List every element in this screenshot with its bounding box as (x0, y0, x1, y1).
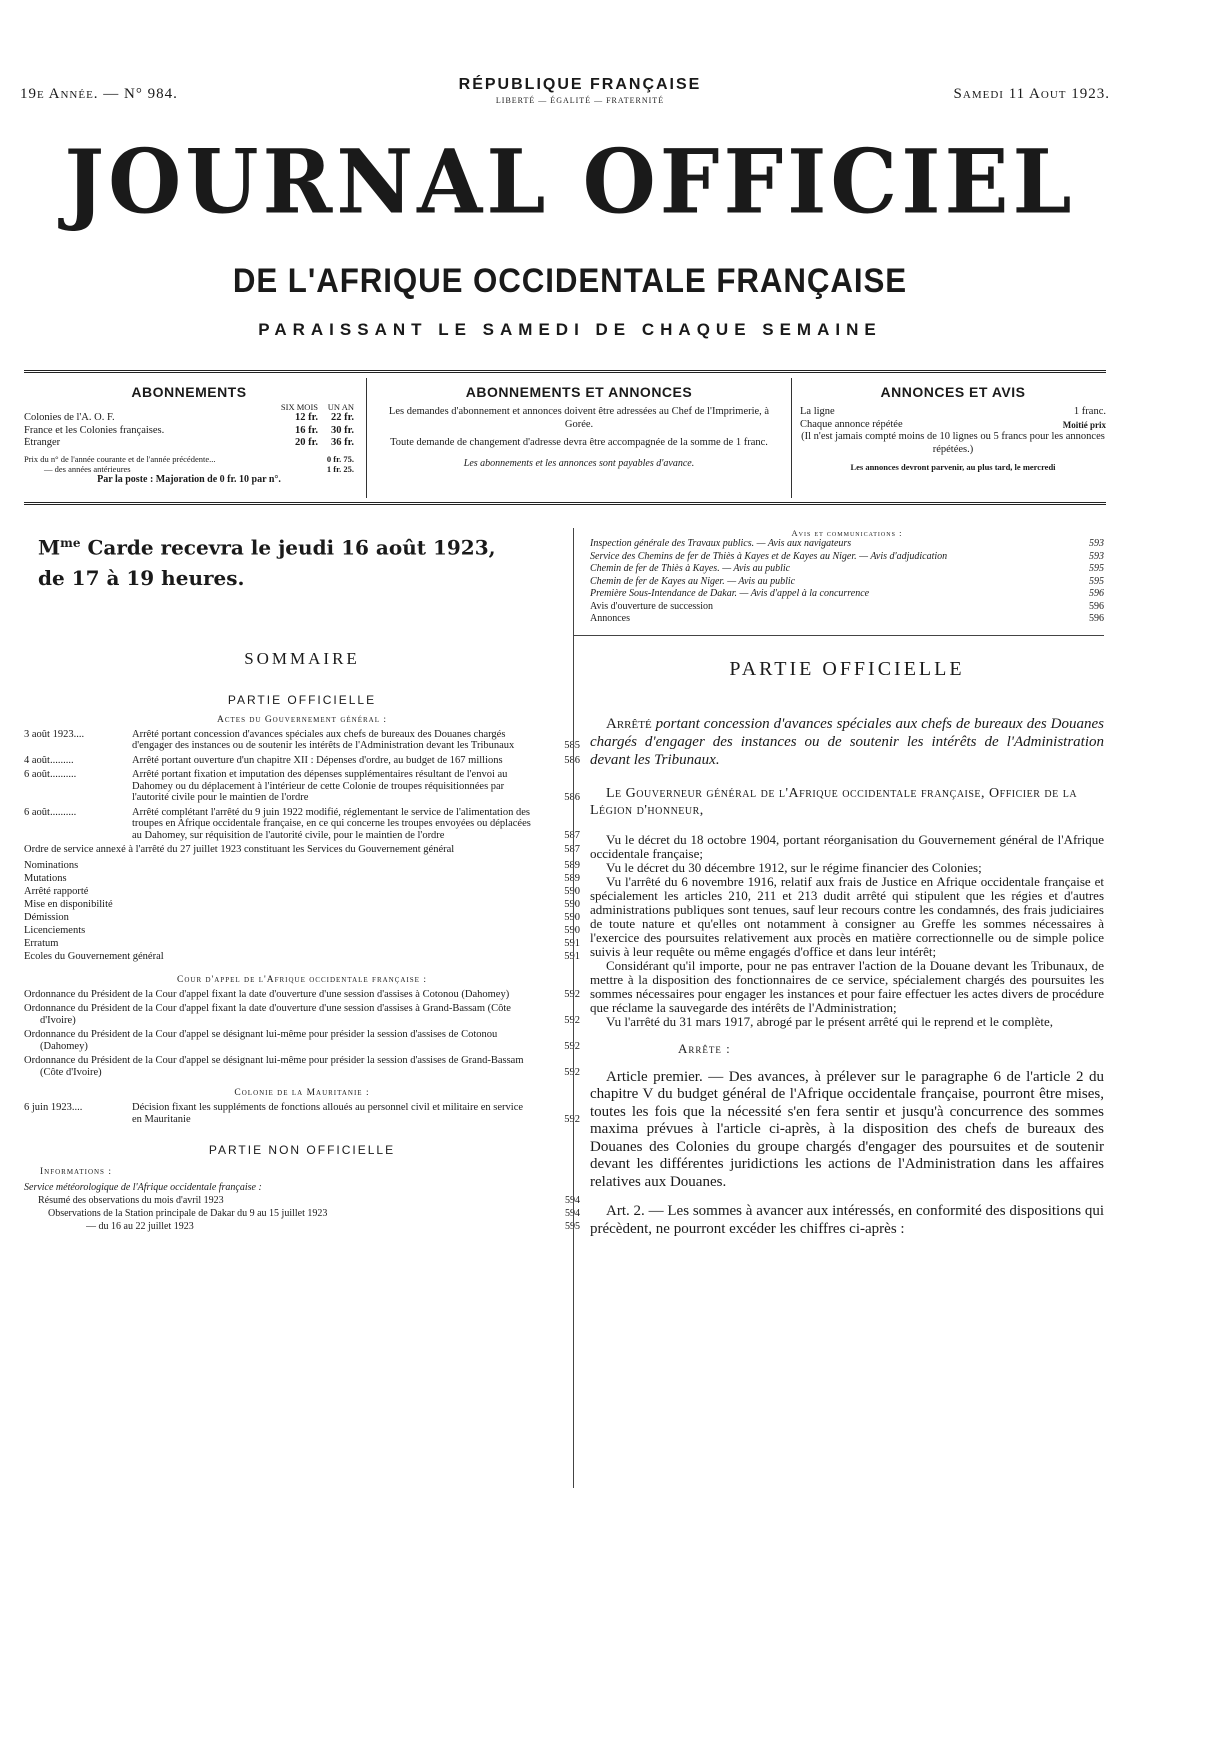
republic-block (400, 76, 760, 105)
partie-non-officielle-heading: PARTIE NON OFFICIELLE (208, 1143, 396, 1158)
journal-title: JOURNAL OFFICIEL (64, 129, 1076, 234)
ad-line-price: La ligne 1 franc. (800, 406, 1106, 417)
journal-tagline: PARAISSANT LE SAMEDI DE CHAQUE SEMAINE (258, 320, 882, 339)
official-paragraph: Vu le décret du 30 décembre 1912, sur le régime financier des Colonies; (606, 859, 982, 875)
cour-heading: Cour d'appel de l'Afrique occidentale française : (177, 974, 427, 985)
mauritanie-entry: 6 juin 1923.... Décision fixant les suppléments de fonctions alloués au personnel civil et militaire en service en Mauritanie 592 (24, 1102, 580, 1125)
ad-minimum: (Il n'est jamais compté moins de 10 lignes ou 5 francs pour les annonces répétées.) (801, 431, 1105, 455)
governor-line: Le Gouverneur général de l'Afrique occidentale française, Officier de la Légion d'honneur, (590, 785, 1078, 818)
ads-heading: ANNONCES ET AVIS (880, 384, 1026, 400)
informations-heading: Informations : (40, 1167, 112, 1178)
official-part-heading: PARTIE OFFICIELLE (729, 657, 965, 680)
avis-entry: Avis d'ouverture de succession 596 (590, 600, 1104, 612)
sommaire-entry: 4 août......... Arrêté portant ouverture d'un chapitre XII : Dépenses d'ordre, au budget de 167 millions 586 (24, 754, 580, 766)
cour-entry: Ordonnance du Président de la Cour d'appel se désignant lui-même pour présider la session d'assises de Cotonou (Dahomey) 592 (24, 1029, 580, 1052)
right-column (590, 528, 1104, 1238)
official-paragraph: Vu le décret du 18 octobre 1904, portant réorganisation du Gouvernement général de l'Afrique occidentale française; (590, 831, 1104, 861)
subscriptions-col-headers (24, 402, 354, 412)
subs-ads-text-3: Les abonnements et les annonces sont payables d'avance. (463, 457, 695, 469)
subscription-row: France et les Colonies françaises. 16 fr. 30 fr. (24, 424, 354, 436)
column-divider (573, 528, 574, 1488)
official-paragraph: Considérant qu'il importe, pour ne pas entraver l'action de la Douane devant les Tribunaux, de mettre à la disposition des fonctionnaires de ce service, spécialement chargés des poursuites les sommes nécessaires pour engager les instances et pour faire effectuer les actes divers de procédure que réclame la sauvegarde des intérêts de l'Administration; (590, 957, 1104, 1015)
issue-date: Samedi 11 Aout 1923. (953, 86, 1110, 102)
article-2: Art. 2. — Les sommes à avancer aux intéressés, en conformité des dispositions qui précèdent, ne pourront excéder les chiffres ci-après : (590, 1203, 1104, 1237)
sommaire-entry: 6 août.......... Arrêté portant fixation et imputation des dépenses supplémentaires résultant de l'envoi au Dahomey ou du déplacement à l'intérieur de cette Colonie de troupes réquisitionnées par l'autorité civile pour le maintien de l'ordre 586 (24, 769, 580, 804)
masthead-top (20, 76, 1110, 112)
subscription-row: Colonies de l'A. O. F. 12 fr. 22 fr. (24, 412, 354, 423)
sommaire-list-item: Nominations 589 (24, 859, 580, 871)
avis-entry: Première Sous-Intendance de Dakar. — Avis d'appel à la concurrence 596 (590, 588, 1104, 599)
avis-entry: Chemin de fer de Thiès à Kayes. — Avis au public 595 (590, 563, 1104, 574)
avis-entry: Annonces 596 (590, 613, 1104, 624)
avis-entry: Service des Chemins de fer de Thiès à Kayes et de Kayes au Niger. — Avis d'adjudication 593 (590, 550, 1104, 562)
subscriptions-column (24, 378, 354, 498)
sommaire-list-item: Erratum 591 (24, 937, 580, 949)
block-bottom-rule (24, 502, 1106, 505)
info-entry: — du 16 au 22 juillet 1923 595 (86, 1221, 580, 1233)
sommaire-entry: 6 août.......... Arrêté complétant l'arrêté du 9 juin 1922 modifié, réglementant le service de l'alimentation des troupes en Afrique occidentale française, en ce qui concerne les troupes envoyées ou déplacées au Dahomey, sur réquisition de l'autorité civile, pour le maintien de l'ordre 587 (24, 806, 580, 841)
subscriptions-heading: ABONNEMENTS (131, 384, 247, 400)
post-surcharge: Par la poste : Majoration de 0 fr. 10 par n°. (97, 473, 281, 485)
price-row: — des années antérieures 1 fr. 25. (44, 463, 354, 474)
subs-and-ads-heading: ABONNEMENTS ET ANNONCES (465, 384, 693, 400)
official-paragraph: Vu l'arrêté du 31 mars 1917, abrogé par le présent arrêté qui le reprend et le complète, (606, 1013, 1053, 1029)
info-entry: Observations de la Station principale de Dakar du 9 au 15 juillet 1923 594 (48, 1208, 580, 1220)
avis-entry: Chemin de fer de Kayes au Niger. — Avis au public 595 (590, 575, 1104, 587)
info-entry: Résumé des observations du mois d'avril 1923 594 (38, 1195, 580, 1207)
ordre-service-entry: Ordre de service annexé à l'arrêté du 27 juillet 1923 constituant les Services du Gouvernement général 587 (24, 844, 580, 856)
sommaire-list-item: Mise en disponibilité 590 (24, 898, 580, 910)
subscription-row: Étranger 20 fr. 36 fr. (24, 437, 354, 448)
sommaire-list-item: Mutations 589 (24, 872, 580, 884)
actes-heading: Actes du Gouvernement général : (216, 714, 388, 725)
service-meteo-heading: Service météorologique de l'Afrique occidentale française : (24, 1182, 262, 1194)
mauritanie-heading: Colonie de la Mauritanie : (234, 1088, 370, 1099)
left-column (24, 528, 580, 1233)
sommaire-list-item: Démission 590 (24, 911, 580, 923)
arrete-word: Arrête : (678, 1040, 731, 1056)
ad-deadline: Les annonces devront parvenir, au plus tard, le mercredi (850, 462, 1056, 472)
avis-divider (574, 635, 1104, 636)
cour-entry: Ordonnance du Président de la Cour d'appel fixant la date d'ouverture d'une session d'assises à Cotonou (Dahomey) 592 (24, 988, 580, 1000)
motto: LIBERTÉ — ÉGALITÉ — FRATERNITÉ (495, 96, 665, 105)
arrete-title: Arrêté portant concession d'avances spéciales aux chefs de bureaux des Douanes chargés d'engager des instances ou de soutenir les intérêts de l'Administration devant les Tribunaux. (590, 715, 1104, 768)
sommaire-title: SOMMAIRE (244, 648, 360, 668)
ads-column (800, 378, 1106, 498)
subs-ads-text-1: Les demandes d'abonnement et annonces doivent être adressées au Chef de l'Imprimerie, à Gorée. (388, 406, 770, 430)
journal-subtitle: DE L'AFRIQUE OCCIDENTALE FRANÇAISE (232, 262, 908, 300)
top-rule (24, 370, 1106, 373)
ad-repeat-price: Chaque annonce répétée Moitié prix (800, 418, 1106, 430)
sommaire-list-item: Licenciements 590 (24, 924, 580, 936)
year-issue: 19e Année. — N° 984. (20, 86, 178, 102)
partie-officielle-heading: PARTIE OFFICIELLE (227, 692, 377, 707)
avis-heading: Avis et communications : (791, 528, 903, 538)
price-row: Prix du n° de l'année courante et de l'année précédente... 0 fr. 75. (24, 453, 354, 464)
cour-entry: Ordonnance du Président de la Cour d'appel fixant la date d'ouverture d'une session d'assises à Grand-Bassam (Côte d'Ivoire) 592 (24, 1003, 580, 1026)
sommaire-list-item: Arrêté rapporté 590 (24, 885, 580, 897)
subs-and-ads-column (366, 378, 792, 498)
article-1: Article premier. — Des avances, à prélever sur le paragraphe 6 de l'article 2 du chapitre V du budget général de l'Afrique occidentale française, pourront être mises, toutes les fois que la nécessité s'en fera sentir et jusqu'à concurrence des sommes maxima prévues à l'article ci-après, à la disposition des chefs de bureaux des Douanes des Colonies du groupe chargés d'engager des poursuites et de soutenir devant les différentes juridictions les actions de l'Administration dans les affaires relatives aux Douanes. (590, 1068, 1104, 1190)
sommaire-entry: 3 août 1923.... Arrêté portant concession d'avances spéciales aux chefs de bureaux des Douanes chargés d'engager des instances ou de soutenir les intérêts de l'Administration devant les Tribunaux 585 (24, 728, 580, 752)
republic-label: RÉPUBLIQUE FRANÇAISE (458, 76, 702, 93)
official-paragraph: Vu l'arrêté du 6 novembre 1916, relatif aux frais de Justice en Afrique occidentale française et spécialement les articles 210, 211 et 213 dudit arrêté qui stipulent que les régies et d'autres administrations publiques sont tenues, sauf leur recours contre les condamnés, des frais judiciaires de toute nature et qu'elles ont notamment à consigner au Greffe les sommes nécessaires à l'exercice des poursuites relativement aux procès en matière correctionnelle ou de simple police suivis à leur requête ou même engagés d'office et dans leur intérêt; (590, 873, 1104, 959)
col-six-months: SIX MOIS (280, 402, 318, 412)
notice-line-1: $M^{me}$ Carde recevra le jeudi 16 août 1923, (38, 535, 496, 560)
col-one-year: UN AN (327, 402, 354, 412)
cour-entry: Ordonnance du Président de la Cour d'appel se désignant lui-même pour présider la session d'assises de Grand-Bassam (Côte d'Ivoire) 592 (24, 1055, 580, 1078)
notice-line-2: de 17 à 19 heures. (38, 565, 245, 590)
subs-ads-text-2: Toute demande de changement d'adresse devra être accompagnée de la somme de 1 franc. (390, 437, 768, 448)
subscription-block (24, 378, 1106, 498)
avis-entry: Inspection générale des Travaux publics. — Avis aux navigateurs 593 (590, 538, 1104, 549)
sommaire-list-item: Ecoles du Gouvernement général 591 (24, 950, 580, 962)
